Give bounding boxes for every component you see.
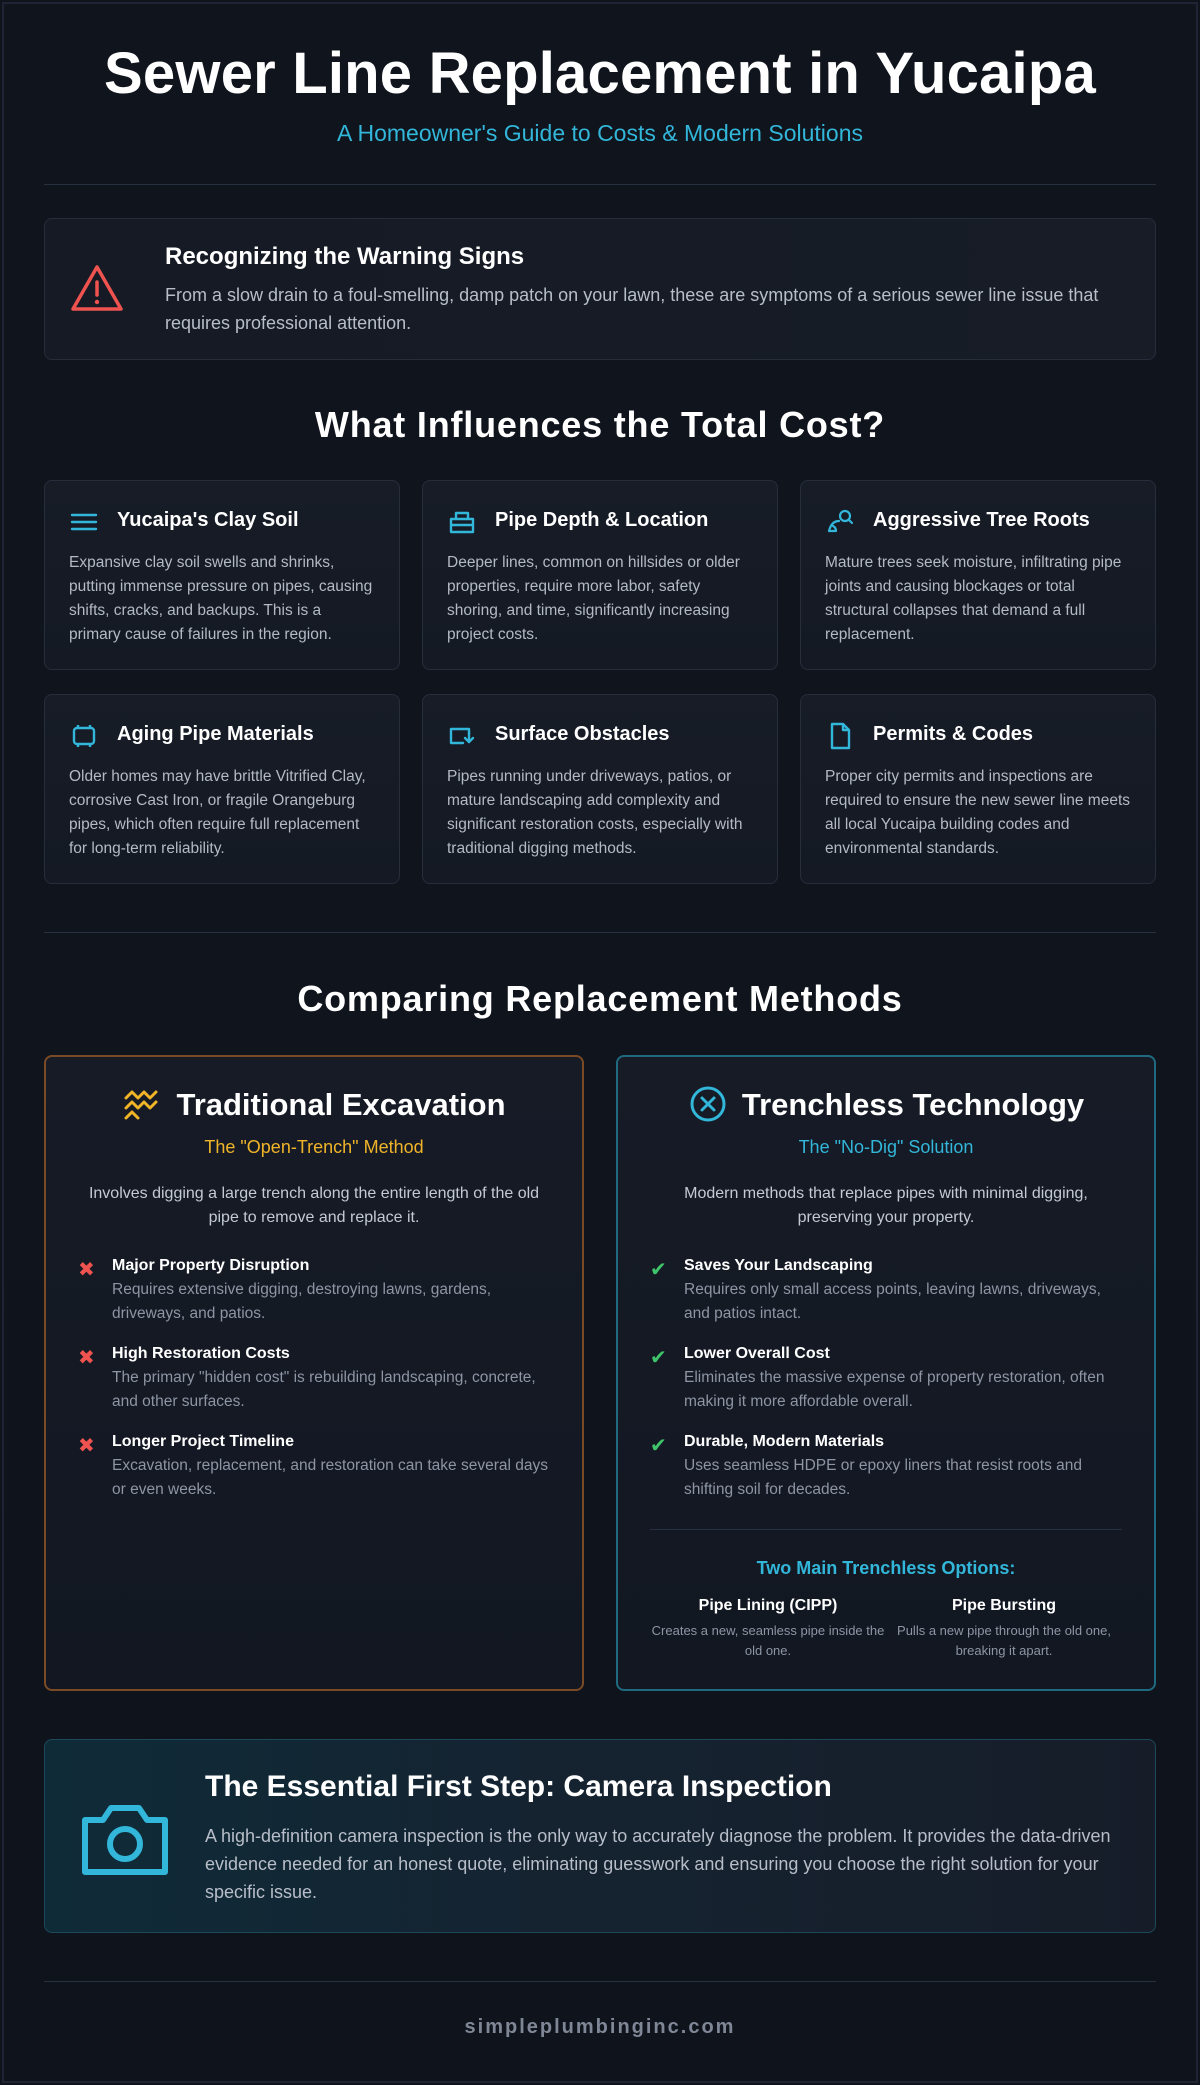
option-title: Pipe Lining (CIPP) — [698, 1597, 838, 1614]
cost-card — [422, 694, 778, 884]
option-title: Pipe Bursting — [951, 1597, 1056, 1614]
x-mark-icon: ✖ — [78, 1259, 95, 1281]
list-item-title: Lower Overall Cost — [684, 1345, 830, 1362]
warning-box — [44, 218, 1156, 360]
list-item — [78, 1343, 552, 1431]
excavation-icon — [122, 1084, 162, 1124]
traditional-cons-list — [78, 1255, 552, 1519]
list-item-text: The primary "hidden cost" is rebuilding landscaping, concrete, and other surfaces. — [112, 1369, 536, 1410]
trenchless-option — [648, 1595, 888, 1661]
cost-card-title: Permits & Codes — [873, 723, 1034, 745]
trenchless-title-row — [618, 1087, 1154, 1124]
page-header — [44, 38, 1156, 148]
cost-card-title: Aging Pipe Materials — [117, 723, 314, 745]
trenchless-icon — [688, 1084, 728, 1124]
footer-site: simpleplumbinginc.com — [464, 2016, 736, 2038]
camera-title: The Essential First Step: Camera Inspection — [205, 1770, 832, 1803]
methods-section-title: Comparing Replacement Methods — [297, 978, 903, 1019]
cost-card-title: Yucaipa's Clay Soil — [117, 509, 299, 531]
page-title: Sewer Line Replacement in Yucaipa — [104, 41, 1096, 106]
checkmark-icon: ✔ — [650, 1259, 667, 1281]
cost-card-text: Mature trees seek moisture, infiltrating pipe joints and causing blockages or total structural collapses that demand a full replacement. — [825, 554, 1122, 643]
list-item-text: Requires extensive digging, destroying lawns, gardens, driveways, and patios. — [112, 1281, 492, 1322]
list-item-text: Eliminates the massive expense of property restoration, often making it more affordable overall. — [684, 1369, 1105, 1410]
cost-card — [800, 694, 1156, 884]
divider — [44, 184, 1156, 185]
page-subtitle: A Homeowner's Guide to Costs & Modern Solutions — [337, 120, 863, 146]
cost-card-text: Expansive clay soil swells and shrinks, putting immense pressure on pipes, causing shifts, cracks, and backups. This is a primary cause of failures in the region. — [69, 554, 373, 643]
x-mark-icon: ✖ — [78, 1347, 95, 1369]
list-item-text: Excavation, replacement, and restoration can take several days or even weeks. — [112, 1457, 548, 1498]
trenchless-tagline: The "No-Dig" Solution — [798, 1137, 974, 1157]
cost-card-text: Deeper lines, common on hillsides or older properties, require more labor, safety shoring, and time, significantly increasing project costs. — [447, 554, 740, 643]
cost-card — [422, 480, 778, 670]
cost-section-title: What Influences the Total Cost? — [314, 404, 886, 445]
cost-card — [800, 480, 1156, 670]
checkmark-icon: ✔ — [650, 1347, 667, 1369]
cost-card-title: Aggressive Tree Roots — [873, 509, 1090, 531]
camera-text: A high-definition camera inspection is the only way to accurately diagnose the problem. It provides the data-driven evidence needed for an honest quote, eliminating guesswork and ensuring you choose the right solution for your specific issue. — [205, 1826, 1111, 1902]
trenchless-option — [884, 1595, 1124, 1661]
trenchless-method-panel — [616, 1055, 1156, 1691]
warning-text: From a slow drain to a foul-smelling, damp patch on your lawn, these are symptoms of a serious sewer line issue that requires professional attention. — [165, 285, 1099, 333]
cost-card-text: Older homes may have brittle Vitrified Clay, corrosive Cast Iron, or fragile Orangeburg pipes, which often require full replacement for long-term reliability. — [69, 768, 366, 857]
surface-obstacle-icon — [447, 721, 477, 751]
traditional-title-row — [46, 1087, 582, 1124]
divider — [44, 932, 1156, 933]
trenchless-title: Trenchless Technology — [741, 1087, 1085, 1122]
list-item-title: Saves Your Landscaping — [684, 1257, 873, 1274]
list-item-text: Uses seamless HDPE or epoxy liners that resist roots and shifting soil for decades. — [684, 1457, 1082, 1498]
soil-layers-icon — [69, 507, 99, 537]
trenchless-pros-list — [650, 1255, 1124, 1519]
option-text: Creates a new, seamless pipe inside the old one. — [651, 1623, 885, 1658]
tree-roots-icon — [825, 507, 855, 537]
warning-triangle-icon — [69, 261, 125, 317]
list-item-title: High Restoration Costs — [112, 1345, 290, 1362]
divider — [650, 1529, 1122, 1530]
list-item-text: Requires only small access points, leaving lawns, driveways, and patios intact. — [684, 1281, 1101, 1322]
x-mark-icon: ✖ — [78, 1435, 95, 1457]
list-item — [650, 1431, 1124, 1519]
cost-card — [44, 480, 400, 670]
cost-card-text: Pipes running under driveways, patios, or mature landscaping add complexity and significant restoration costs, especially with traditional digging methods. — [447, 768, 743, 857]
list-item-title: Durable, Modern Materials — [684, 1433, 885, 1450]
list-item-title: Longer Project Timeline — [112, 1433, 294, 1450]
cost-card-text: Proper city permits and inspections are required to ensure the new sewer line meets all local Yucaipa building codes and environmental standards. — [825, 768, 1130, 857]
camera-inspection-box — [44, 1739, 1156, 1933]
depth-icon — [447, 507, 477, 537]
divider — [44, 1981, 1156, 1982]
list-item — [650, 1343, 1124, 1431]
option-text: Pulls a new pipe through the old one, breaking it apart. — [897, 1623, 1111, 1658]
traditional-tagline: The "Open-Trench" Method — [204, 1137, 424, 1157]
cost-card-title: Pipe Depth & Location — [495, 509, 709, 531]
cost-card — [44, 694, 400, 884]
list-item — [650, 1255, 1124, 1343]
trenchless-description: Modern methods that replace pipes with minimal digging, preserving your property. — [684, 1185, 1088, 1226]
traditional-description: Involves digging a large trench along the entire length of the old pipe to remove and replace it. — [88, 1185, 540, 1226]
traditional-method-panel — [44, 1055, 584, 1691]
warning-title: Recognizing the Warning Signs — [165, 243, 525, 270]
list-item — [78, 1431, 552, 1519]
aging-pipe-icon — [69, 721, 99, 751]
traditional-title: Traditional Excavation — [176, 1087, 506, 1122]
list-item — [78, 1255, 552, 1343]
list-item-title: Major Property Disruption — [112, 1257, 310, 1274]
trenchless-options-title: Two Main Trenchless Options: — [756, 1558, 1016, 1578]
document-icon — [825, 721, 855, 751]
camera-icon — [77, 1796, 173, 1880]
cost-card-title: Surface Obstacles — [495, 723, 670, 745]
checkmark-icon: ✔ — [650, 1435, 667, 1457]
